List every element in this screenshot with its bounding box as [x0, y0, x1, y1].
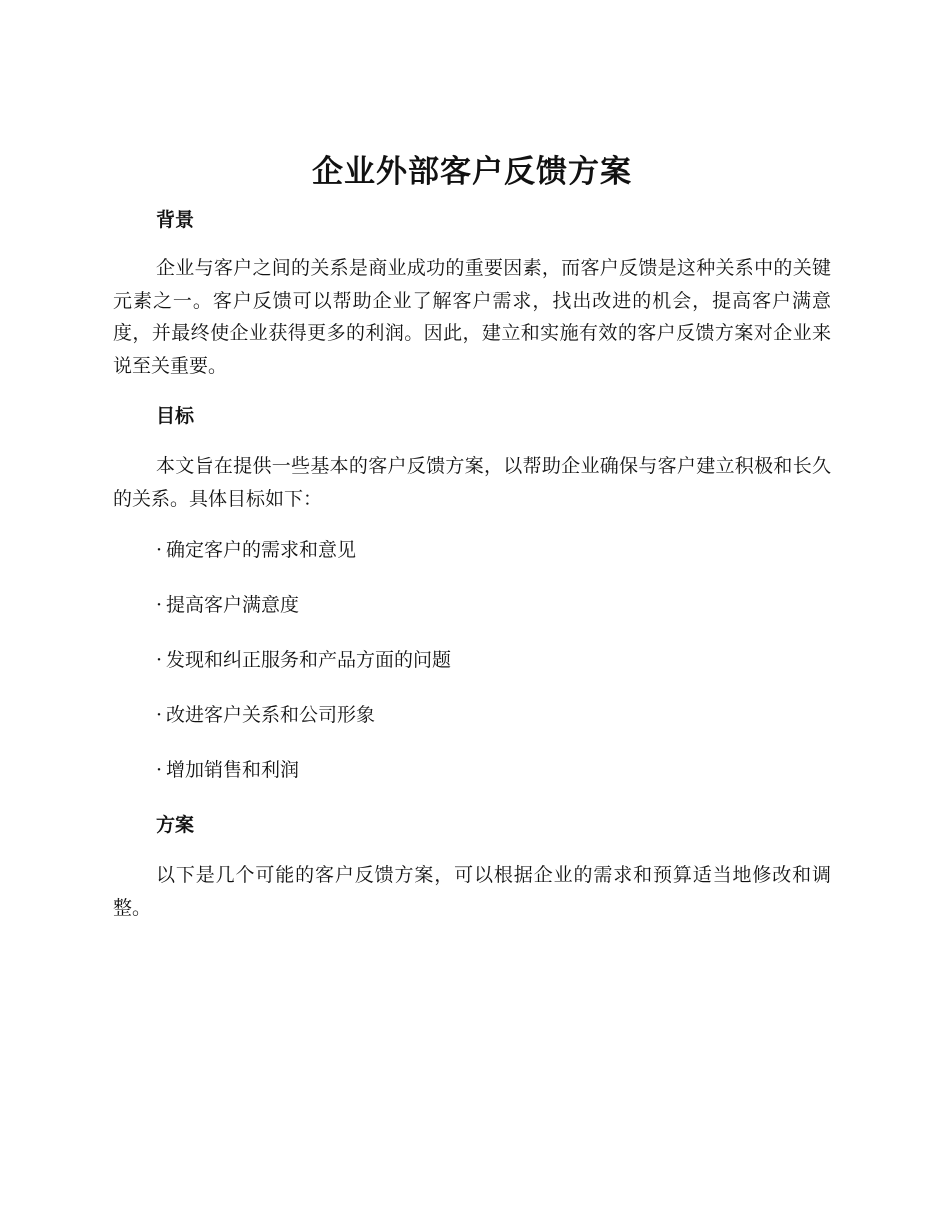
list-item	[113, 701, 831, 729]
list-item	[113, 591, 831, 619]
background-paragraph: 企业与客户之间的关系是商业成功的重要因素，而客户反馈是这种关系中的关键元素之一。客户反馈可以帮助企业了解客户需求，找出改进的机会，提高客户满意度，并最终使企业获得更多的利润。因此，建立和实施有效的客户反馈方案对企业来说至关重要。	[113, 257, 831, 377]
document-page	[113, 152, 831, 924]
bullet-dot: ·	[156, 704, 163, 726]
section-heading-plan: 方案	[156, 814, 195, 836]
list-item	[113, 646, 831, 674]
goals-paragraph: 本文旨在提供一些基本的客户反馈方案，以帮助企业确保与客户建立积极和长久的关系。具体目标如下：	[113, 455, 831, 510]
bullet-dot: ·	[156, 594, 163, 616]
document-title: 企业外部客户反馈方案	[312, 154, 632, 190]
section-heading-goals: 目标	[156, 405, 195, 427]
list-item-text: 提高客户满意度	[166, 594, 300, 616]
list-item-text: 发现和纠正服务和产品方面的问题	[166, 649, 452, 671]
bullet-dot: ·	[156, 759, 163, 781]
plan-paragraph: 以下是几个可能的客户反馈方案，可以根据企业的需求和预算适当地修改和调整。	[113, 864, 831, 919]
list-item	[113, 536, 831, 564]
goals-list	[113, 536, 831, 784]
list-item-text: 改进客户关系和公司形象	[166, 704, 376, 726]
bullet-dot: ·	[156, 539, 163, 561]
list-item	[113, 756, 831, 784]
section-heading-background: 背景	[156, 209, 195, 231]
list-item-text: 增加销售和利润	[166, 759, 300, 781]
bullet-dot: ·	[156, 649, 163, 671]
list-item-text: 确定客户的需求和意见	[166, 539, 357, 561]
